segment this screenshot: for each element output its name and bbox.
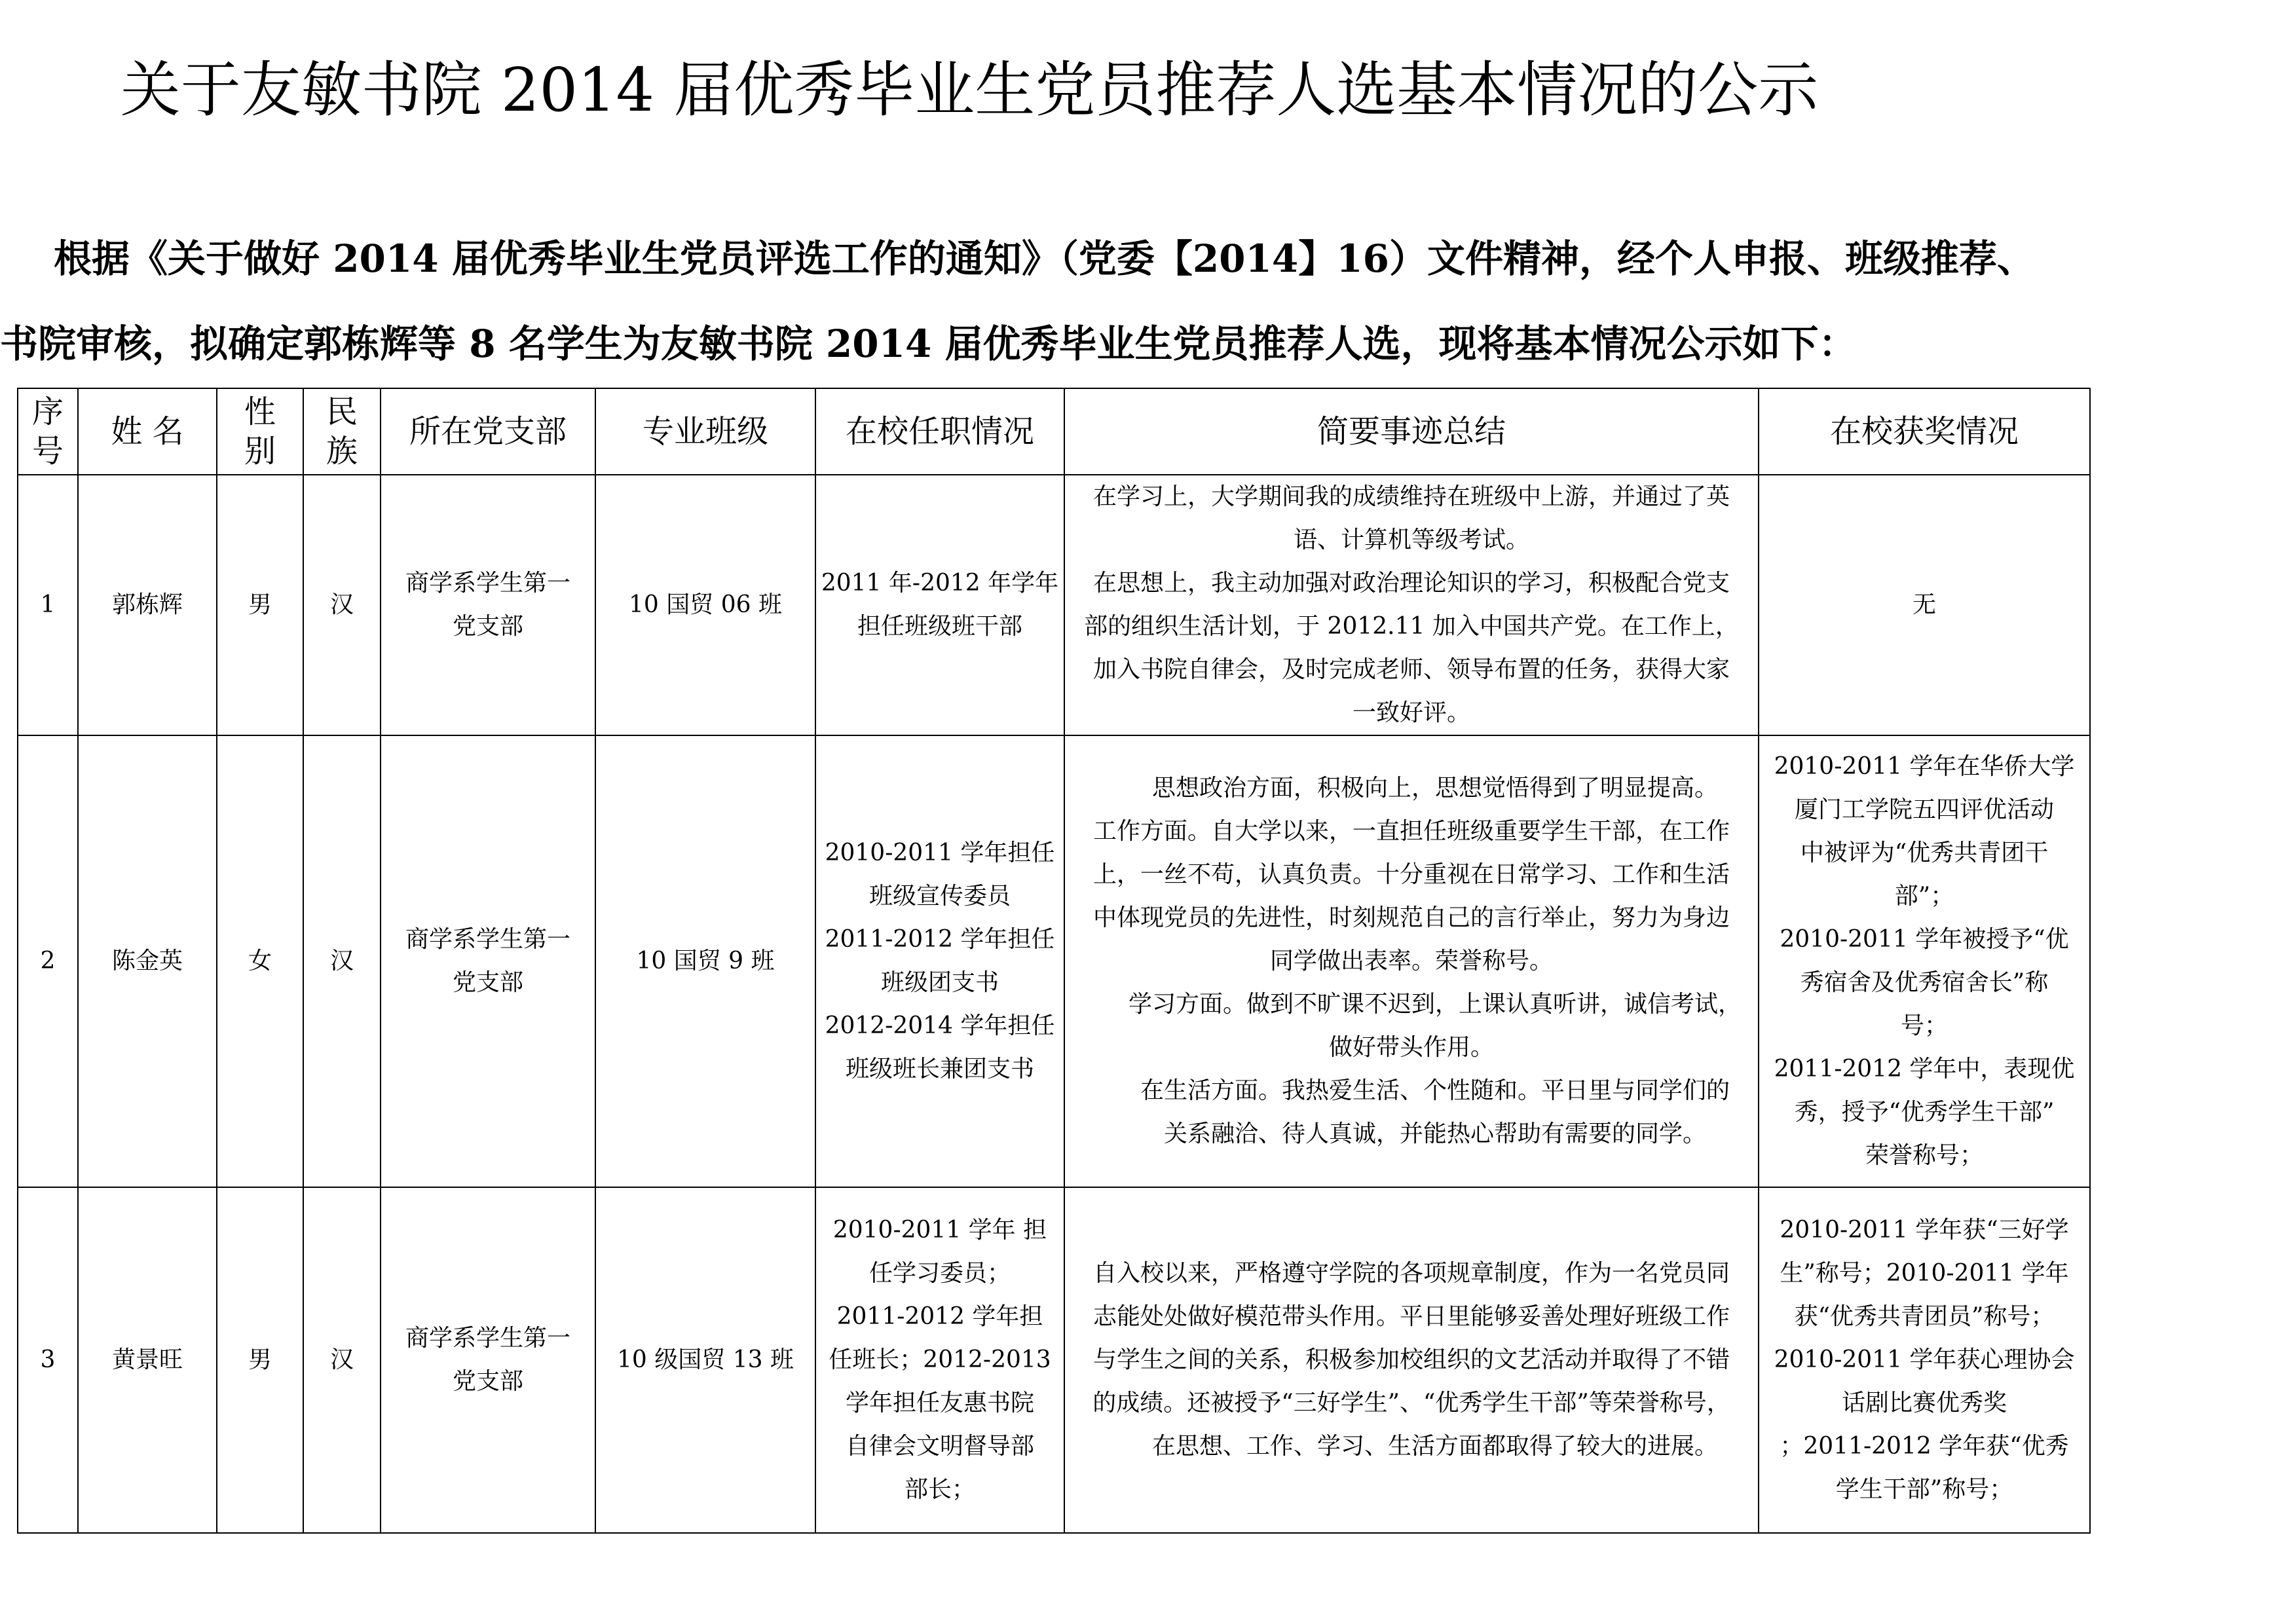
- cell-position-line: 自律会文明督导部: [845, 1433, 1034, 1460]
- cell-position-line: 班级班长兼团支书: [845, 1056, 1034, 1082]
- cell-index: 2: [18, 735, 78, 1187]
- summary-line: 在生活方面。我热爱生活、个性随和。平日里与同学们的: [1140, 1077, 1730, 1104]
- cell-branch-line: 商学系学生第一: [405, 1325, 570, 1352]
- cell-position: [815, 475, 1064, 735]
- header-awards: 在校获奖情况: [1759, 388, 2090, 475]
- cell-summary: [1064, 1187, 1759, 1533]
- summary-line: 在思想、工作、学习、生活方面都取得了较大的进展。: [1151, 1433, 1718, 1460]
- cell-position: [815, 735, 1064, 1187]
- summary-line: 上，一丝不苟，认真负责。十分重视在日常学习、工作和生活: [1092, 861, 1730, 888]
- cell-index: 1: [18, 475, 78, 735]
- cell-name: 郭栋辉: [78, 475, 217, 735]
- summary-line: 在学习上，大学期间我的成绩维持在班级中上游，并通过了英: [1092, 483, 1730, 510]
- cell-name: 陈金英: [78, 735, 217, 1187]
- cell-position-line: 班级宣传委员: [868, 883, 1011, 910]
- table-body: [18, 475, 2090, 1533]
- cell-awards-line: 荣誉称号；: [1865, 1142, 1983, 1169]
- cell-awards: [1759, 475, 2090, 735]
- cell-awards-line: 2010-2011 学年在华侨大学: [1774, 753, 2075, 780]
- table-row: [18, 475, 2090, 735]
- table-row: [18, 1187, 2090, 1533]
- summary-line: 学习方面。做到不旷课不迟到，上课认真听讲，诚信考试，: [1128, 991, 1742, 1018]
- cell-branch-line: 党支部: [452, 613, 523, 640]
- summary-line: 志能处处做好模范带头作用。平日里能够妥善处理好班级工作: [1092, 1303, 1730, 1330]
- cell-awards: [1759, 735, 2090, 1187]
- cell-awards: [1759, 1187, 2090, 1533]
- cell-position-line: 2011-2012 学年担任: [825, 926, 1055, 953]
- cell-awards-line: 号；: [1900, 1012, 1948, 1039]
- summary-line: 的成绩。还被授予“三好学生”、“优秀学生干部”等荣誉称号，: [1092, 1390, 1730, 1416]
- cell-index: 3: [18, 1187, 78, 1533]
- cell-awards-line: 学生干部”称号；: [1835, 1476, 2013, 1503]
- cell-branch-line: 商学系学生第一: [405, 570, 570, 597]
- cell-awards-line: 无: [1912, 591, 1936, 618]
- cell-ethnicity: 汉: [303, 475, 381, 735]
- intro-paragraph-line-2: 书院审核，拟确定郭栋辉等 8 名学生为友敏书院 2014 届优秀毕业生党员推荐人选，现将基本情况公示如下：: [0, 322, 1857, 366]
- table-row: [18, 735, 2090, 1187]
- cell-position-line: 担任班级班干部: [857, 613, 1022, 640]
- cell-branch: [381, 1187, 595, 1533]
- cell-awards-line: 部”；: [1894, 883, 1954, 910]
- cell-awards-line: 2010-2011 学年被授予“优: [1780, 926, 2069, 953]
- summary-line: 中体现党员的先进性，时刻规范自己的言行举止，努力为身边: [1092, 904, 1730, 931]
- header-name: 姓 名: [78, 388, 217, 475]
- cell-position-line: 班级团支书: [880, 969, 999, 996]
- cell-gender: 女: [217, 735, 303, 1187]
- cell-awards-line: 秀宿舍及优秀宿舍长”称: [1800, 969, 2049, 996]
- header-summary: 简要事迹总结: [1064, 388, 1759, 475]
- cell-branch: [381, 735, 595, 1187]
- table-header-row: [18, 388, 2090, 475]
- cell-position-line: 2011 年-2012 年学年: [821, 570, 1059, 597]
- cell-branch-line: 商学系学生第一: [405, 926, 570, 953]
- header-position: 在校任职情况: [815, 388, 1064, 475]
- cell-awards-line: 厦门工学院五四评优活动: [1794, 796, 2054, 823]
- cell-position-line: 2010-2011 学年 担: [832, 1217, 1047, 1244]
- candidate-table: [17, 388, 2091, 1534]
- cell-branch-line: 党支部: [452, 969, 523, 996]
- summary-line: 在思想上，我主动加强对政治理论知识的学习，积极配合党支: [1092, 570, 1730, 597]
- cell-position-line: 2010-2011 学年担任: [825, 840, 1055, 866]
- cell-awards-line: 秀，授予“优秀学生干部”: [1794, 1099, 2055, 1126]
- header-ethnicity: 民族: [303, 388, 381, 475]
- cell-branch: [381, 475, 595, 735]
- summary-line: 关系融洽、待人真诚，并能热心帮助有需要的同学。: [1163, 1120, 1706, 1147]
- summary-line: 做好带头作用。: [1328, 1034, 1494, 1061]
- summary-line: 同学做出表率。荣誉称号。: [1269, 948, 1553, 974]
- cell-class: 10 级国贸 13 班: [595, 1187, 815, 1533]
- cell-ethnicity: 汉: [303, 735, 381, 1187]
- cell-position-line: 部长；: [904, 1476, 975, 1503]
- cell-class: 10 国贸 06 班: [595, 475, 815, 735]
- cell-summary: [1064, 475, 1759, 735]
- cell-ethnicity: 汉: [303, 1187, 381, 1533]
- cell-position-line: 学年担任友惠书院: [845, 1390, 1034, 1416]
- summary-line: 一致好评。: [1352, 699, 1470, 726]
- summary-line: 自入校以来，严格遵守学院的各项规章制度，作为一名党员同: [1092, 1260, 1730, 1287]
- cell-position-line: 2012-2014 学年担任: [825, 1012, 1055, 1039]
- summary-line: 语、计算机等级考试。: [1293, 526, 1529, 553]
- cell-position-line: 任班长；2012-2013: [829, 1346, 1051, 1373]
- summary-line: 部的组织生活计划，于 2012.11 加入中国共产党。在工作上，: [1084, 613, 1739, 640]
- cell-class: 10 国贸 9 班: [595, 735, 815, 1187]
- summary-line: 思想政治方面，积极向上，思想觉悟得到了明显提高。: [1151, 775, 1718, 802]
- cell-gender: 男: [217, 1187, 303, 1533]
- header-class: 专业班级: [595, 388, 815, 475]
- header-index: 序号: [18, 388, 78, 475]
- cell-awards-line: 中被评为“优秀共青团干: [1800, 840, 2049, 866]
- page-title: 关于友敏书院 2014 届优秀毕业生党员推荐人选基本情况的公示: [120, 55, 1819, 125]
- cell-gender: 男: [217, 475, 303, 735]
- header-branch: 所在党支部: [381, 388, 595, 475]
- summary-line: 加入书院自律会，及时完成老师、领导布置的任务，获得大家: [1092, 656, 1730, 683]
- header-gender: 性别: [217, 388, 303, 475]
- cell-awards-line: ；2011-2012 学年获“优秀: [1780, 1433, 2069, 1460]
- cell-awards-line: 2011-2012 学年中，表现优: [1774, 1056, 2075, 1082]
- cell-awards-line: 2010-2011 学年获“三好学: [1780, 1217, 2069, 1244]
- cell-awards-line: 生”称号；2010-2011 学年: [1780, 1260, 2069, 1287]
- cell-summary: [1064, 735, 1759, 1187]
- summary-line: 与学生之间的关系，积极参加校组织的文艺活动并取得了不错: [1092, 1346, 1730, 1373]
- intro-paragraph-line-1: 根据《关于做好 2014 届优秀毕业生党员评选工作的通知》（党委【2014】16）文件精神，经个人申报、班级推荐、: [54, 236, 2035, 281]
- cell-awards-line: 2010-2011 学年获心理协会: [1774, 1346, 2075, 1373]
- cell-position-line: 任学习委员；: [868, 1260, 1011, 1287]
- cell-awards-line: 话剧比赛优秀奖: [1841, 1390, 2007, 1416]
- cell-position: [815, 1187, 1064, 1533]
- summary-line: 工作方面。自大学以来，一直担任班级重要学生干部，在工作: [1092, 818, 1730, 845]
- cell-awards-line: 获“优秀共青团员”称号；: [1794, 1303, 2055, 1330]
- cell-name: 黄景旺: [78, 1187, 217, 1533]
- cell-branch-line: 党支部: [452, 1368, 523, 1395]
- cell-position-line: 2011-2012 学年担: [836, 1303, 1043, 1330]
